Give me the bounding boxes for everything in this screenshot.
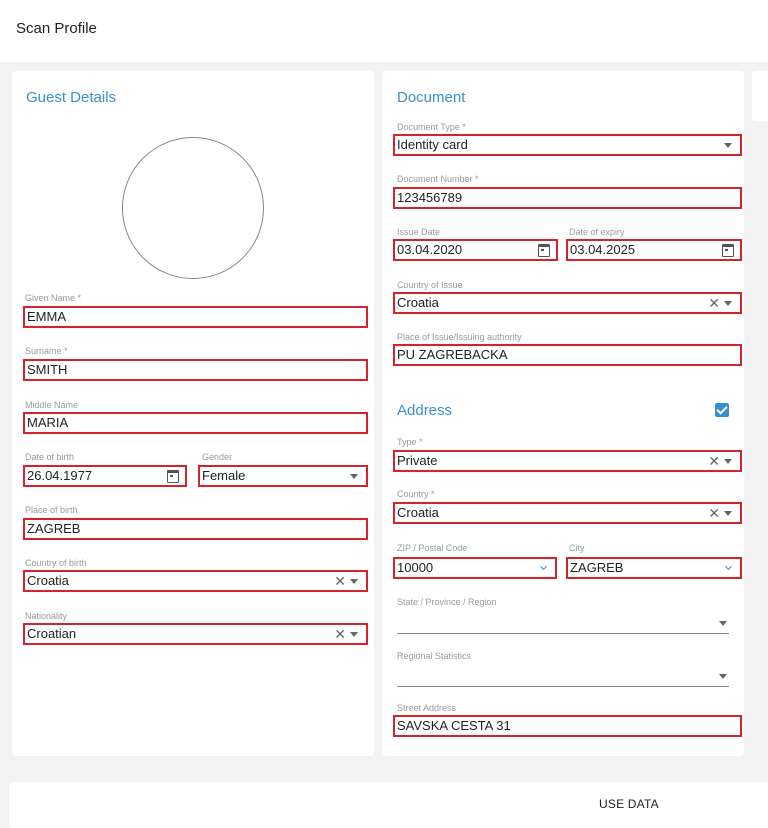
- date-of-birth-value: 26.04.1977: [27, 468, 93, 483]
- dropdown-arrow-icon[interactable]: [350, 632, 358, 637]
- middle-name-value: MARIA: [27, 415, 69, 430]
- document-title: Document: [397, 89, 466, 106]
- middle-name-label: Middle Name: [25, 400, 79, 410]
- given-name-label: Given Name *: [25, 293, 82, 303]
- given-name-value: EMMA: [27, 309, 66, 324]
- dropdown-arrow-icon[interactable]: [724, 143, 732, 148]
- address-type-select[interactable]: [393, 450, 742, 472]
- dropdown-arrow-icon[interactable]: [724, 301, 732, 306]
- place-of-birth-value: ZAGREB: [27, 521, 81, 536]
- dropdown-arrow-icon[interactable]: [724, 511, 732, 516]
- guest-details-card: [12, 71, 374, 756]
- nationality-label: Nationality: [25, 611, 68, 621]
- place-of-issue-field[interactable]: [393, 344, 742, 366]
- document-type-select[interactable]: [393, 134, 742, 156]
- place-of-issue-label: Place of Issue/Issuing authority: [397, 332, 522, 342]
- side-panel-edge: [752, 71, 768, 121]
- street-address-value: SAVSKA CESTA 31: [397, 718, 511, 733]
- use-data-button[interactable]: USE DATA: [599, 797, 659, 811]
- given-name-field[interactable]: [23, 306, 368, 328]
- address-country-select[interactable]: [393, 502, 742, 524]
- chevron-down-icon[interactable]: [540, 563, 547, 570]
- clear-icon[interactable]: ✕: [334, 573, 346, 589]
- expiry-date-value: 03.04.2025: [570, 242, 636, 257]
- surname-label: Surname *: [25, 346, 68, 356]
- issue-date-field[interactable]: [393, 239, 558, 261]
- nationality-value: Croatian: [27, 626, 77, 641]
- zip-value: 10000: [397, 560, 434, 575]
- calendar-icon[interactable]: [538, 244, 550, 257]
- address-type-value: Private: [397, 453, 438, 468]
- page-title: Scan Profile: [16, 20, 97, 37]
- country-of-issue-label: Country of Issue: [397, 280, 463, 290]
- calendar-icon[interactable]: [167, 470, 179, 483]
- country-of-issue-select[interactable]: [393, 292, 742, 314]
- dropdown-arrow-icon[interactable]: [350, 474, 358, 479]
- footer-bar: [9, 782, 768, 828]
- country-of-birth-label: Country of birth: [25, 558, 87, 568]
- street-address-label: Street Address: [397, 703, 457, 713]
- address-country-label: Country *: [397, 489, 435, 499]
- expiry-date-label: Date of expiry: [569, 227, 625, 237]
- expiry-date-field[interactable]: [566, 239, 742, 261]
- address-type-label: Type *: [397, 437, 423, 447]
- document-address-card: [382, 71, 744, 756]
- zip-select[interactable]: [393, 557, 557, 579]
- gender-label: Gender: [202, 452, 233, 462]
- document-number-field[interactable]: [393, 187, 742, 209]
- document-number-value: 123456789: [397, 190, 463, 205]
- issue-date-value: 03.04.2020: [397, 242, 463, 257]
- issue-date-label: Issue Date: [397, 227, 441, 237]
- regional-statistics-label: Regional Statistics: [397, 651, 472, 661]
- document-type-value: Identity card: [397, 137, 468, 152]
- state-select[interactable]: [397, 612, 729, 634]
- address-country-value: Croatia: [397, 505, 439, 520]
- clear-icon[interactable]: ✕: [708, 505, 720, 521]
- date-of-birth-label: Date of birth: [25, 452, 75, 462]
- address-checkbox-checked-icon[interactable]: [715, 403, 729, 417]
- dropdown-arrow-icon[interactable]: [724, 459, 732, 464]
- country-of-birth-select[interactable]: [23, 570, 368, 592]
- surname-field[interactable]: [23, 359, 368, 381]
- city-value: ZAGREB: [570, 560, 624, 575]
- calendar-icon[interactable]: [722, 244, 734, 257]
- city-select[interactable]: [566, 557, 742, 579]
- state-label: State / Province / Region: [397, 597, 497, 607]
- gender-value: Female: [202, 468, 246, 483]
- dropdown-arrow-icon[interactable]: [350, 579, 358, 584]
- chevron-down-icon[interactable]: [725, 563, 732, 570]
- address-title: Address: [397, 402, 453, 419]
- place-of-issue-value: PU ZAGREBACKA: [397, 347, 508, 362]
- clear-icon[interactable]: ✕: [334, 626, 346, 642]
- date-of-birth-field[interactable]: [23, 465, 187, 487]
- guest-photo-avatar: [122, 137, 264, 279]
- document-number-label: Document Number *: [397, 174, 479, 184]
- zip-label: ZIP / Postal Code: [397, 543, 468, 553]
- dropdown-arrow-icon[interactable]: [719, 674, 727, 679]
- dropdown-arrow-icon[interactable]: [719, 621, 727, 626]
- place-of-birth-field[interactable]: [23, 518, 368, 540]
- city-label: City: [569, 543, 585, 553]
- clear-icon[interactable]: ✕: [708, 295, 720, 311]
- surname-value: SMITH: [27, 362, 68, 377]
- street-address-field[interactable]: [393, 715, 742, 737]
- country-of-issue-value: Croatia: [397, 295, 439, 310]
- guest-details-title: Guest Details: [26, 89, 117, 106]
- middle-name-field[interactable]: [23, 412, 368, 434]
- regional-statistics-select[interactable]: [397, 665, 729, 687]
- nationality-select[interactable]: [23, 623, 368, 645]
- document-type-label: Document Type *: [397, 122, 466, 132]
- gender-select[interactable]: [198, 465, 368, 487]
- clear-icon[interactable]: ✕: [708, 453, 720, 469]
- place-of-birth-label: Place of birth: [25, 505, 78, 515]
- country-of-birth-value: Croatia: [27, 573, 69, 588]
- header-bar: [0, 0, 768, 62]
